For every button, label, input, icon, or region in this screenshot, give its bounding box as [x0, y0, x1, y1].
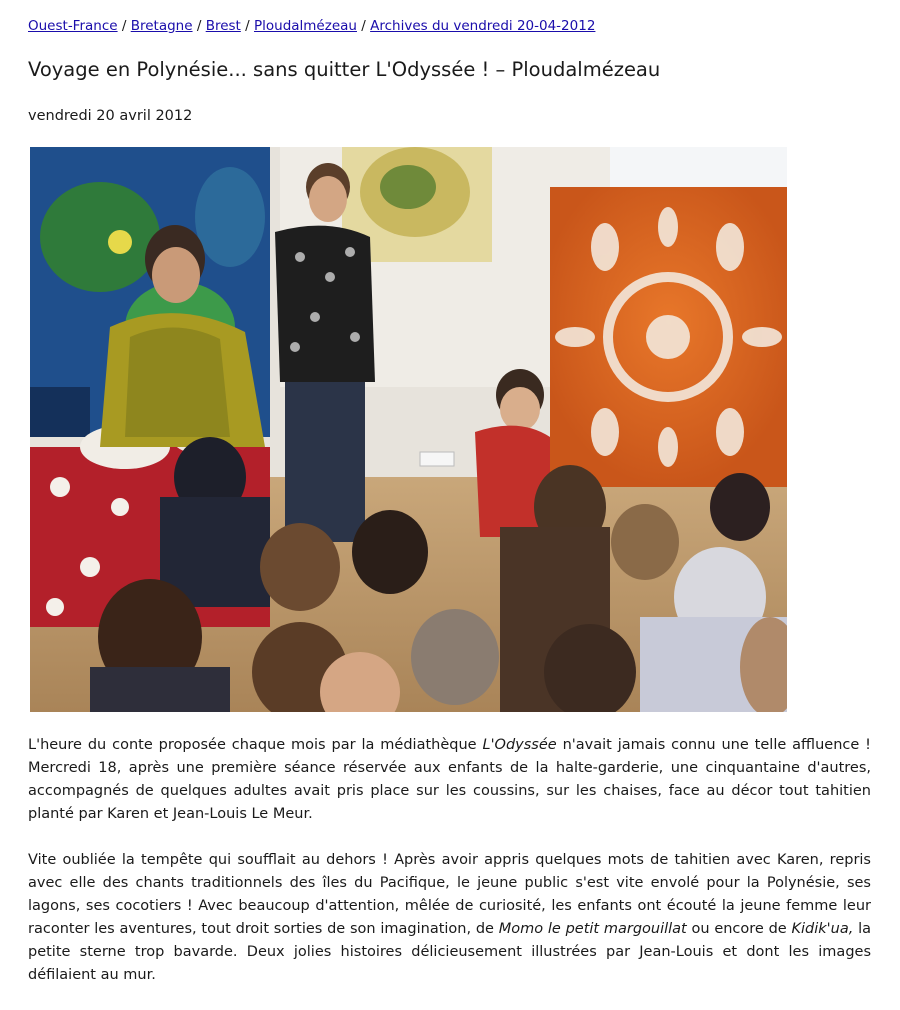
breadcrumb-separator: / — [245, 18, 254, 34]
breadcrumb-link-bretagne[interactable]: Bretagne — [130, 18, 193, 34]
breadcrumb-separator: / — [121, 18, 131, 34]
article-body — [28, 734, 871, 1010]
paragraph-text: ou encore de — [686, 921, 792, 937]
paragraph-emphasis: L'Odyssée — [482, 737, 557, 753]
breadcrumb-separator: / — [196, 18, 206, 34]
paragraph-text: L'heure du conte proposée chaque mois par la médiathèque — [28, 737, 483, 753]
article-photo — [30, 147, 787, 712]
breadcrumb-separator: / — [361, 18, 371, 34]
article-title: Voyage en Polynésie... sans quitter L'Odyssée ! – Ploudalmézeau — [28, 58, 661, 81]
breadcrumb-link-ouest-france[interactable]: Ouest-France — [28, 18, 118, 34]
breadcrumb — [28, 18, 595, 34]
paragraph-emphasis: Kidik'ua, — [791, 921, 854, 937]
breadcrumb-link-archives[interactable]: Archives du vendredi 20-04-2012 — [370, 18, 596, 34]
paragraph-emphasis: Momo le petit margouillat — [498, 921, 687, 937]
article-date: vendredi 20 avril 2012 — [28, 108, 193, 124]
paragraph-text: n'avait jamais connu une telle affluence ! Mercredi 18, après une première séance réservée aux enfants de la halte-garderie, une cinquantaine d'autres, accompagnés de quelques adultes avait pris place sur les coussins, sur les chaises, face au décor tout tahitien planté par Karen et Jean-Louis Le Meur. — [28, 737, 871, 822]
paragraph-text: Vite oubliée la tempête qui soufflait au dehors ! Après avoir appris quelques mots de tahitien avec Karen, repris avec elle des chants traditionnels des îles du Pacifique, le jeune public s'est vite envolé pour la Polynésie, ses lagons, ses cocotiers ! Avec beaucoup d'attention, mêlée de curiosité, les enfants ont écouté la jeune femme leur raconter les aventures, tout droit sorties de son imagination, de — [28, 852, 871, 937]
article-paragraph — [28, 849, 871, 987]
breadcrumb-link-ploudalmezeau[interactable]: Ploudalmézeau — [253, 18, 357, 34]
paragraph-text: la petite sterne trop bavarde. Deux jolies histoires délicieusement illustrées par Jean-Louis et dont les images défilaient au mur. — [28, 921, 871, 983]
breadcrumb-link-brest[interactable]: Brest — [205, 18, 241, 34]
article-paragraph — [28, 734, 871, 826]
